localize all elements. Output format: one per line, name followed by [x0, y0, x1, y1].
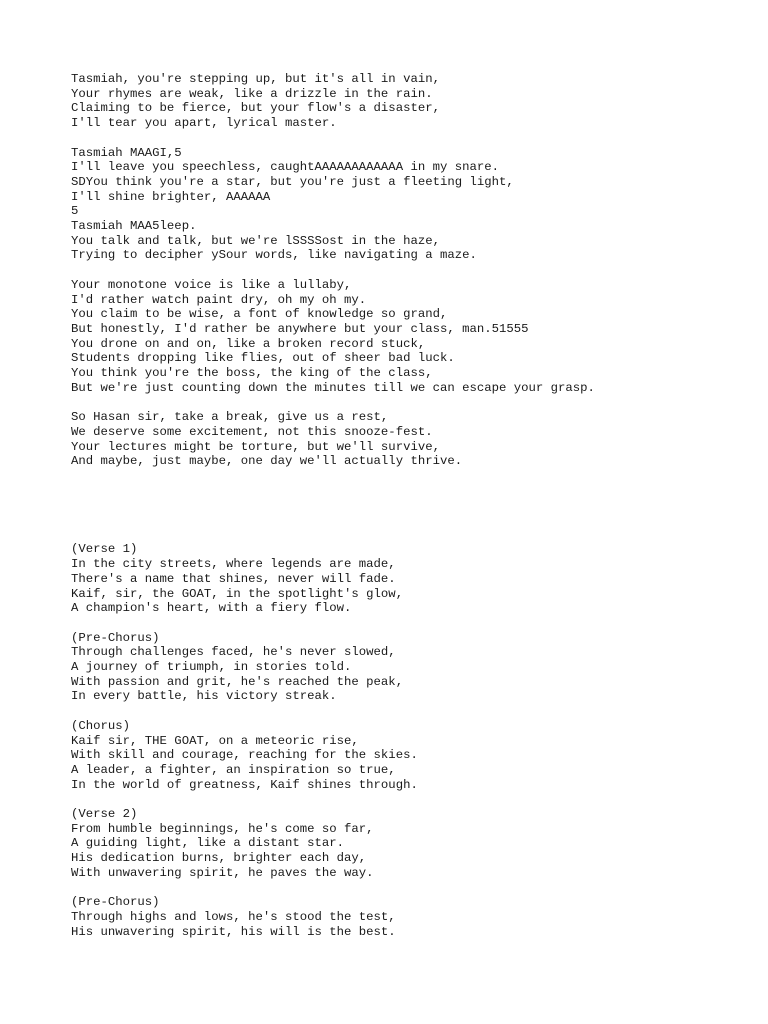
text-line: His unwavering spirit, his will is the best. — [71, 924, 396, 939]
section-heading: (Pre-Chorus) — [71, 895, 160, 910]
section-spacer — [71, 484, 751, 543]
text-line: With passion and grit, he's reached the peak, — [71, 674, 404, 689]
stanza — [71, 895, 751, 939]
text-line: Tasmiah MAA5leep. — [71, 219, 197, 234]
text-line: And maybe, just maybe, one day we'll actually thrive. — [71, 454, 463, 469]
rap-section — [71, 72, 751, 469]
text-line: So Hasan sir, take a break, give us a rest, — [71, 410, 389, 425]
text-line: A guiding light, like a distant star. — [71, 836, 345, 851]
stanza — [71, 719, 751, 793]
text-line: Kaif, sir, the GOAT, in the spotlight's glow, — [71, 586, 404, 601]
text-line: Through challenges faced, he's never slowed, — [71, 645, 396, 660]
text-line: Claiming to be fierce, but your flow's a disaster, — [71, 101, 440, 116]
text-line: Through highs and lows, he's stood the test, — [71, 909, 396, 924]
text-line: We deserve some excitement, not this snooze-fest. — [71, 424, 433, 439]
text-line: Your monotone voice is like a lullaby, — [71, 277, 352, 292]
text-line: Your lectures might be torture, but we'll survive, — [71, 439, 440, 454]
text-line: There's a name that shines, never will fade. — [71, 571, 396, 586]
document-page — [71, 72, 751, 954]
text-line: A leader, a fighter, an inspiration so true, — [71, 762, 396, 777]
text-line: I'll shine brighter, AAAAAA — [71, 189, 271, 204]
text-line: Tasmiah MAAGI,5 — [71, 145, 182, 160]
stanza — [71, 410, 751, 469]
text-line: SDYou think you're a star, but you're just a fleeting light, — [71, 174, 514, 189]
section-heading: (Verse 1) — [71, 542, 138, 557]
text-line: In the city streets, where legends are made, — [71, 557, 396, 572]
section-heading: (Pre-Chorus) — [71, 630, 160, 645]
text-line: 5 — [71, 204, 79, 219]
text-line: Tasmiah, you're stepping up, but it's all in vain, — [71, 72, 440, 86]
text-line: With skill and courage, reaching for the skies. — [71, 748, 418, 763]
section-heading: (Chorus) — [71, 718, 131, 733]
text-line: You think you're the boss, the king of the class, — [71, 366, 433, 381]
text-line: You claim to be wise, a font of knowledge so grand, — [71, 307, 448, 322]
section-heading: (Verse 2) — [71, 807, 138, 822]
text-line: Trying to decipher ySour words, like navigating a maze. — [71, 248, 477, 263]
text-line: I'll tear you apart, lyrical master. — [71, 116, 337, 131]
stanza — [71, 807, 751, 881]
song-section — [71, 542, 751, 939]
stanza — [71, 631, 751, 705]
text-line: In every battle, his victory streak. — [71, 689, 337, 704]
stanza — [71, 542, 751, 616]
text-line: From humble beginnings, he's come so far, — [71, 821, 374, 836]
text-line: You talk and talk, but we're lSSSSost in the haze, — [71, 233, 440, 248]
text-line: In the world of greatness, Kaif shines through. — [71, 777, 418, 792]
text-line: I'd rather watch paint dry, oh my oh my. — [71, 292, 367, 307]
text-line: You drone on and on, like a broken record stuck, — [71, 336, 426, 351]
stanza — [71, 72, 751, 131]
text-line: His dedication burns, brighter each day, — [71, 851, 367, 866]
stanza — [71, 278, 751, 396]
text-line: A champion's heart, with a fiery flow. — [71, 601, 352, 616]
text-line: A journey of triumph, in stories told. — [71, 660, 352, 675]
text-line: But we're just counting down the minutes till we can escape your grasp. — [71, 380, 595, 395]
text-line: Kaif sir, THE GOAT, on a meteoric rise, — [71, 733, 359, 748]
text-line: But honestly, I'd rather be anywhere but your class, man.51555 — [71, 321, 529, 336]
text-line: With unwavering spirit, he paves the way. — [71, 865, 374, 880]
text-line: I'll leave you speechless, caughtAAAAAAAAAAAA in my snare. — [71, 160, 500, 175]
text-line: Students dropping like flies, out of sheer bad luck. — [71, 351, 455, 366]
stanza — [71, 146, 751, 264]
text-line: Your rhymes are weak, like a drizzle in the rain. — [71, 86, 433, 101]
